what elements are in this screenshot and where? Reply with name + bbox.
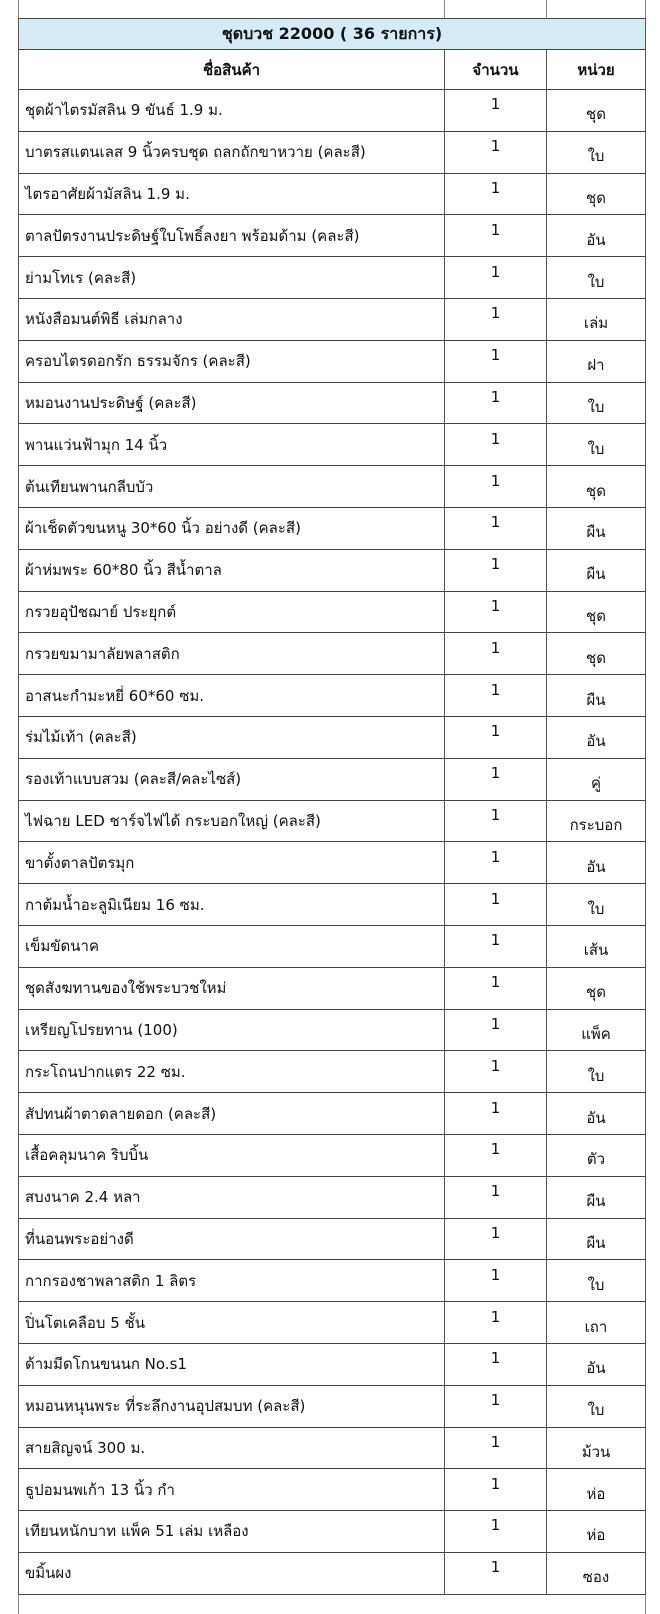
right-edge-column (645, 0, 660, 1614)
item-unit-cell (547, 1260, 646, 1301)
item-name-cell (19, 1093, 445, 1134)
item-unit-cell-text: ใบ (587, 397, 605, 416)
item-unit-cell (547, 1386, 646, 1427)
item-qty-cell (445, 132, 547, 173)
item-name-cell-text: บาตรสแตนเลส 9 นิ้วครบชุด ถลกถักขาหวาย (คละสี) (25, 143, 366, 162)
table-row (19, 215, 646, 257)
item-qty-cell (445, 1093, 547, 1134)
item-name-cell-text: หมอนงานประดิษฐ์ (คละสี) (25, 393, 197, 412)
item-qty-cell (445, 550, 547, 591)
table-row (19, 1093, 646, 1135)
item-name-cell (19, 633, 445, 674)
item-qty-cell (445, 215, 547, 256)
column-header-unit: หน่วย (547, 50, 646, 89)
item-unit-cell-text: ผืน (586, 690, 606, 709)
table-row (19, 132, 646, 174)
item-name-cell (19, 842, 445, 883)
table-row (19, 257, 646, 299)
item-unit-cell (547, 717, 646, 758)
item-qty-cell (445, 383, 547, 424)
item-qty-cell (445, 1260, 547, 1301)
item-name-cell (19, 1511, 445, 1552)
table-row (19, 717, 646, 759)
item-name-cell (19, 1302, 445, 1343)
item-unit-cell (547, 550, 646, 591)
item-qty-cell-text: 1 (490, 805, 501, 824)
item-unit-cell (547, 592, 646, 633)
item-unit-cell-text: ห่อ (586, 1484, 606, 1503)
item-name-cell-text: ผ้าห่มพระ 60*80 นิ้ว สีน้ำตาล (25, 561, 222, 580)
table-row (19, 926, 646, 968)
table-row (19, 1344, 646, 1386)
item-name-cell (19, 926, 445, 967)
item-name-cell-text: ผ้าเช็ดตัวขนหนู 30*60 นิ้ว อย่างดี (คละสี) (25, 519, 301, 538)
table-row (19, 174, 646, 216)
item-name-cell-text: ครอบไตรดอกรัก ธรรมจักร (คละสี) (25, 352, 251, 371)
item-qty-cell-text: 1 (490, 680, 501, 699)
item-unit-cell (547, 466, 646, 507)
item-qty-cell (445, 174, 547, 215)
item-qty-cell-text: 1 (490, 764, 501, 783)
item-qty-cell-text: 1 (490, 1223, 501, 1242)
item-name-cell (19, 383, 445, 424)
item-unit-cell-text: ฝา (587, 356, 605, 375)
item-qty-cell-text: 1 (490, 1432, 501, 1451)
item-unit-cell-text: อัน (586, 230, 606, 249)
table-row (19, 968, 646, 1010)
item-qty-cell-text: 1 (490, 1558, 501, 1577)
item-name-cell-text: ร่มไม้เท้า (คละสี) (25, 728, 137, 747)
item-name-cell (19, 1469, 445, 1510)
item-unit-cell (547, 1553, 646, 1594)
item-qty-cell-text: 1 (490, 1516, 501, 1535)
table-row (19, 1010, 646, 1052)
item-name-cell-text: เข็มขัดนาค (25, 937, 99, 956)
item-unit-cell (547, 1469, 646, 1510)
item-name-cell (19, 1051, 445, 1092)
table-row (19, 1302, 646, 1344)
item-name-cell-text: ไฟฉาย LED ชาร์จไฟได้ กระบอกใหญ่ (คละสี) (25, 811, 321, 830)
item-unit-cell-text: เส้น (583, 941, 609, 960)
item-unit-cell-text: ใบ (587, 147, 605, 166)
item-unit-cell-text: ซอง (582, 1568, 610, 1587)
item-name-cell (19, 759, 445, 800)
item-qty-cell (445, 633, 547, 674)
product-table (18, 18, 646, 1595)
item-qty-cell (445, 1177, 547, 1218)
table-row (19, 592, 646, 634)
item-qty-cell (445, 1344, 547, 1385)
top-gridline (546, 0, 547, 18)
table-row (19, 1469, 646, 1511)
item-name-cell-text: ชุดสังฆทานของใช้พระบวชใหม่ (25, 979, 227, 998)
table-row (19, 1428, 646, 1470)
item-qty-cell (445, 341, 547, 382)
item-unit-cell (547, 759, 646, 800)
item-unit-cell (547, 1344, 646, 1385)
item-qty-cell-text: 1 (490, 387, 501, 406)
item-qty-cell-text: 1 (490, 346, 501, 365)
item-name-cell (19, 675, 445, 716)
item-name-cell-text: กรวยขมามาลัยพลาสติก (25, 644, 180, 663)
item-name-cell-text: เหรียญโปรยทาน (100) (25, 1020, 178, 1039)
table-row (19, 550, 646, 592)
item-qty-cell-text: 1 (490, 471, 501, 490)
item-qty-cell-text: 1 (490, 95, 501, 114)
item-name-cell-text: ปิ่นโตเคลือบ 5 ชั้น (25, 1313, 145, 1332)
item-unit-cell-text: ผืน (586, 523, 606, 542)
item-name-cell (19, 466, 445, 507)
item-unit-cell (547, 1219, 646, 1260)
item-unit-cell (547, 257, 646, 298)
item-name-cell-text: ด้ามมีดโกนขนนก No.s1 (25, 1355, 187, 1374)
item-name-cell-text: กากรองชาพลาสติก 1 ลิตร (25, 1271, 197, 1290)
item-unit-cell (547, 1428, 646, 1469)
table-row (19, 1260, 646, 1302)
item-name-cell (19, 717, 445, 758)
item-qty-cell (445, 466, 547, 507)
item-name-cell (19, 968, 445, 1009)
table-row (19, 633, 646, 675)
item-name-cell-text: ขมิ้นผง (25, 1564, 72, 1583)
item-unit-cell-text: ชุด (586, 188, 606, 207)
item-qty-cell-text: 1 (490, 1140, 501, 1159)
item-qty-cell-text: 1 (490, 220, 501, 239)
item-unit-cell-text: เถา (584, 1317, 608, 1336)
item-name-cell-text: อาสนะกำมะหยี่ 60*60 ซม. (25, 686, 205, 705)
item-unit-cell-text: ใบ (587, 1275, 605, 1294)
table-row (19, 299, 646, 341)
item-name-cell-text: ต้นเทียนพานกลีบบัว (25, 477, 154, 496)
item-unit-cell-text: อัน (586, 857, 606, 876)
item-name-cell-text: ตาลปัตรงานประดิษฐ์ใบโพธิ์ลงยา พร้อมด้าม (คละสี) (25, 226, 360, 245)
item-qty-cell-text: 1 (490, 973, 501, 992)
item-unit-cell-text: ชุด (586, 648, 606, 667)
item-unit-cell (547, 633, 646, 674)
item-unit-cell (547, 90, 646, 131)
item-name-cell-text: กระโถนปากแตร 22 ซม. (25, 1062, 186, 1081)
item-name-cell (19, 1010, 445, 1051)
table-row (19, 90, 646, 132)
item-name-cell (19, 257, 445, 298)
item-unit-cell (547, 508, 646, 549)
item-qty-cell (445, 1010, 547, 1051)
column-header-qty: จำนวน (445, 50, 547, 89)
item-name-cell-text: สัปทนผ้าตาดลายดอก (คละสี) (25, 1104, 217, 1123)
item-unit-cell-text: ใบ (587, 1401, 605, 1420)
item-unit-cell (547, 926, 646, 967)
item-qty-cell (445, 1553, 547, 1594)
item-name-cell-text: สบงนาค 2.4 หลา (25, 1188, 141, 1207)
item-name-cell-text: เทียนหนักบาท แพ็ค 51 เล่ม เหลือง (25, 1522, 249, 1541)
item-qty-cell-text: 1 (490, 931, 501, 950)
item-qty-cell (445, 1386, 547, 1427)
table-row (19, 1177, 646, 1219)
item-name-cell (19, 1553, 445, 1594)
item-name-cell (19, 508, 445, 549)
item-qty-cell-text: 1 (490, 304, 501, 323)
table-row (19, 1051, 646, 1093)
item-qty-cell (445, 424, 547, 465)
item-name-cell-text: กรวยอุปัชฌาย์ ประยุกต์ (25, 602, 177, 621)
column-header-name: ชื่อสินค้า (19, 50, 445, 89)
item-name-cell (19, 215, 445, 256)
item-name-cell-text: ไตรอาศัยผ้ามัสลิน 1.9 ม. (25, 184, 190, 203)
item-qty-cell-text: 1 (490, 1098, 501, 1117)
item-qty-cell (445, 508, 547, 549)
table-row (19, 341, 646, 383)
table-row (19, 1386, 646, 1428)
item-unit-cell-text: ใบ (587, 899, 605, 918)
item-name-cell (19, 1386, 445, 1427)
item-unit-cell-text: อัน (586, 732, 606, 751)
item-unit-cell (547, 1051, 646, 1092)
item-unit-cell-text: ชุด (586, 983, 606, 1002)
item-name-cell-text: ธูปอมนพเก้า 13 นิ้ว กำ (25, 1480, 175, 1499)
item-qty-cell (445, 1511, 547, 1552)
item-unit-cell-text: ม้วน (581, 1442, 611, 1461)
item-unit-cell (547, 1010, 646, 1051)
item-qty-cell-text: 1 (490, 889, 501, 908)
item-qty-cell (445, 1051, 547, 1092)
item-name-cell (19, 132, 445, 173)
table-row (19, 1553, 646, 1595)
item-unit-cell (547, 424, 646, 465)
item-unit-cell-text: ชุด (586, 606, 606, 625)
item-name-cell-text: หมอนหนุนพระ ที่ระลึกงานอุปสมบท (คละสี) (25, 1397, 306, 1416)
item-unit-cell (547, 1302, 646, 1343)
top-gridline (444, 0, 445, 18)
item-unit-cell (547, 675, 646, 716)
item-unit-cell (547, 1177, 646, 1218)
item-name-cell (19, 299, 445, 340)
item-name-cell (19, 90, 445, 131)
table-row (19, 1135, 646, 1177)
item-qty-cell-text: 1 (490, 1182, 501, 1201)
item-qty-cell (445, 592, 547, 633)
item-name-cell (19, 1260, 445, 1301)
item-qty-cell (445, 675, 547, 716)
item-name-cell (19, 884, 445, 925)
item-name-cell (19, 1344, 445, 1385)
table-row (19, 842, 646, 884)
item-qty-cell-text: 1 (490, 1307, 501, 1326)
item-qty-cell-text: 1 (490, 178, 501, 197)
item-qty-cell (445, 801, 547, 842)
left-gutter (0, 0, 19, 1614)
item-qty-cell (445, 1469, 547, 1510)
item-name-cell (19, 1177, 445, 1218)
item-name-cell (19, 1428, 445, 1469)
item-name-cell (19, 341, 445, 382)
item-name-cell-text: ที่นอนพระอย่างดี (25, 1229, 134, 1248)
item-qty-cell (445, 759, 547, 800)
item-qty-cell-text: 1 (490, 137, 501, 156)
item-unit-cell (547, 884, 646, 925)
item-unit-cell-text: ชุด (586, 481, 606, 500)
item-qty-cell-text: 1 (490, 1349, 501, 1368)
item-name-cell-text: เสื้อคลุมนาค ริบบิ้น (25, 1146, 149, 1165)
table-row (19, 1511, 646, 1553)
item-qty-cell-text: 1 (490, 722, 501, 741)
item-unit-cell (547, 1135, 646, 1176)
item-unit-cell-text: ผืน (586, 1233, 606, 1252)
item-qty-cell-text: 1 (490, 1056, 501, 1075)
item-unit-cell-text: ผืน (586, 565, 606, 584)
item-unit-cell-text: อัน (586, 1108, 606, 1127)
item-unit-cell-text: ห่อ (586, 1526, 606, 1545)
item-unit-cell-text: ใบ (587, 1066, 605, 1085)
table-row (19, 383, 646, 425)
item-unit-cell (547, 341, 646, 382)
item-unit-cell-text: ใบ (587, 439, 605, 458)
item-qty-cell-text: 1 (490, 429, 501, 448)
item-qty-cell-text: 1 (490, 1265, 501, 1284)
item-name-cell-text: พานแว่นฟ้ามุก 14 นิ้ว (25, 435, 168, 454)
item-qty-cell (445, 717, 547, 758)
item-qty-cell (445, 257, 547, 298)
item-unit-cell (547, 801, 646, 842)
item-name-cell (19, 550, 445, 591)
item-unit-cell-text: เล่ม (583, 314, 609, 333)
item-unit-cell (547, 383, 646, 424)
item-qty-cell (445, 926, 547, 967)
table-body (19, 90, 646, 1595)
item-unit-cell (547, 132, 646, 173)
table-row (19, 801, 646, 843)
item-qty-cell-text: 1 (490, 262, 501, 281)
table-row (19, 424, 646, 466)
item-qty-cell-text: 1 (490, 638, 501, 657)
item-qty-cell (445, 1428, 547, 1469)
item-unit-cell-text: กระบอก (569, 815, 623, 834)
item-unit-cell-text: อัน (586, 1359, 606, 1378)
item-name-cell (19, 801, 445, 842)
item-unit-cell (547, 842, 646, 883)
item-qty-cell (445, 968, 547, 1009)
item-unit-cell (547, 1093, 646, 1134)
item-name-cell-text: ขาตั้งตาลปัตรมุก (25, 853, 135, 872)
item-unit-cell-text: ใบ (587, 272, 605, 291)
table-row (19, 508, 646, 550)
table-row (19, 466, 646, 508)
item-qty-cell (445, 299, 547, 340)
item-unit-cell (547, 174, 646, 215)
item-name-cell-text: รองเท้าแบบสวม (คละสี/คละไซส์) (25, 770, 242, 789)
item-unit-cell-text: แพ็ค (581, 1024, 611, 1043)
item-qty-cell-text: 1 (490, 1391, 501, 1410)
item-unit-cell (547, 968, 646, 1009)
item-name-cell (19, 174, 445, 215)
table-row (19, 759, 646, 801)
item-unit-cell-text: ชุด (586, 105, 606, 124)
table-title: ชุดบวช 22000 ( 36 รายการ) (19, 18, 646, 50)
item-unit-cell-text: ผืน (586, 1192, 606, 1211)
item-unit-cell (547, 1511, 646, 1552)
item-qty-cell-text: 1 (490, 555, 501, 574)
item-name-cell (19, 1135, 445, 1176)
item-unit-cell-text: ตัว (586, 1150, 606, 1169)
column-header-row (19, 50, 646, 90)
item-unit-cell (547, 215, 646, 256)
item-name-cell-text: หนังสือมนต์พิธี เล่มกลาง (25, 310, 183, 329)
item-unit-cell (547, 299, 646, 340)
item-name-cell (19, 424, 445, 465)
item-qty-cell (445, 1135, 547, 1176)
item-qty-cell-text: 1 (490, 847, 501, 866)
item-qty-cell (445, 1219, 547, 1260)
item-name-cell-text: ชุดผ้าไตรมัสลิน 9 ขันธ์ 1.9 ม. (25, 101, 223, 120)
table-row (19, 884, 646, 926)
item-qty-cell (445, 90, 547, 131)
table-row (19, 1219, 646, 1261)
table-row (19, 675, 646, 717)
item-unit-cell-text: คู่ (590, 774, 602, 793)
item-qty-cell (445, 1302, 547, 1343)
item-qty-cell-text: 1 (490, 513, 501, 532)
item-qty-cell (445, 884, 547, 925)
item-name-cell-text: สายสิญจน์ 300 ม. (25, 1438, 146, 1457)
item-name-cell (19, 1219, 445, 1260)
item-qty-cell-text: 1 (490, 1014, 501, 1033)
item-qty-cell (445, 842, 547, 883)
item-qty-cell-text: 1 (490, 1474, 501, 1493)
item-name-cell-text: ย่ามโทเร (คละสี) (25, 268, 137, 287)
item-qty-cell-text: 1 (490, 596, 501, 615)
item-name-cell (19, 592, 445, 633)
item-name-cell-text: กาต้มน้ำอะลูมิเนียม 16 ซม. (25, 895, 205, 914)
